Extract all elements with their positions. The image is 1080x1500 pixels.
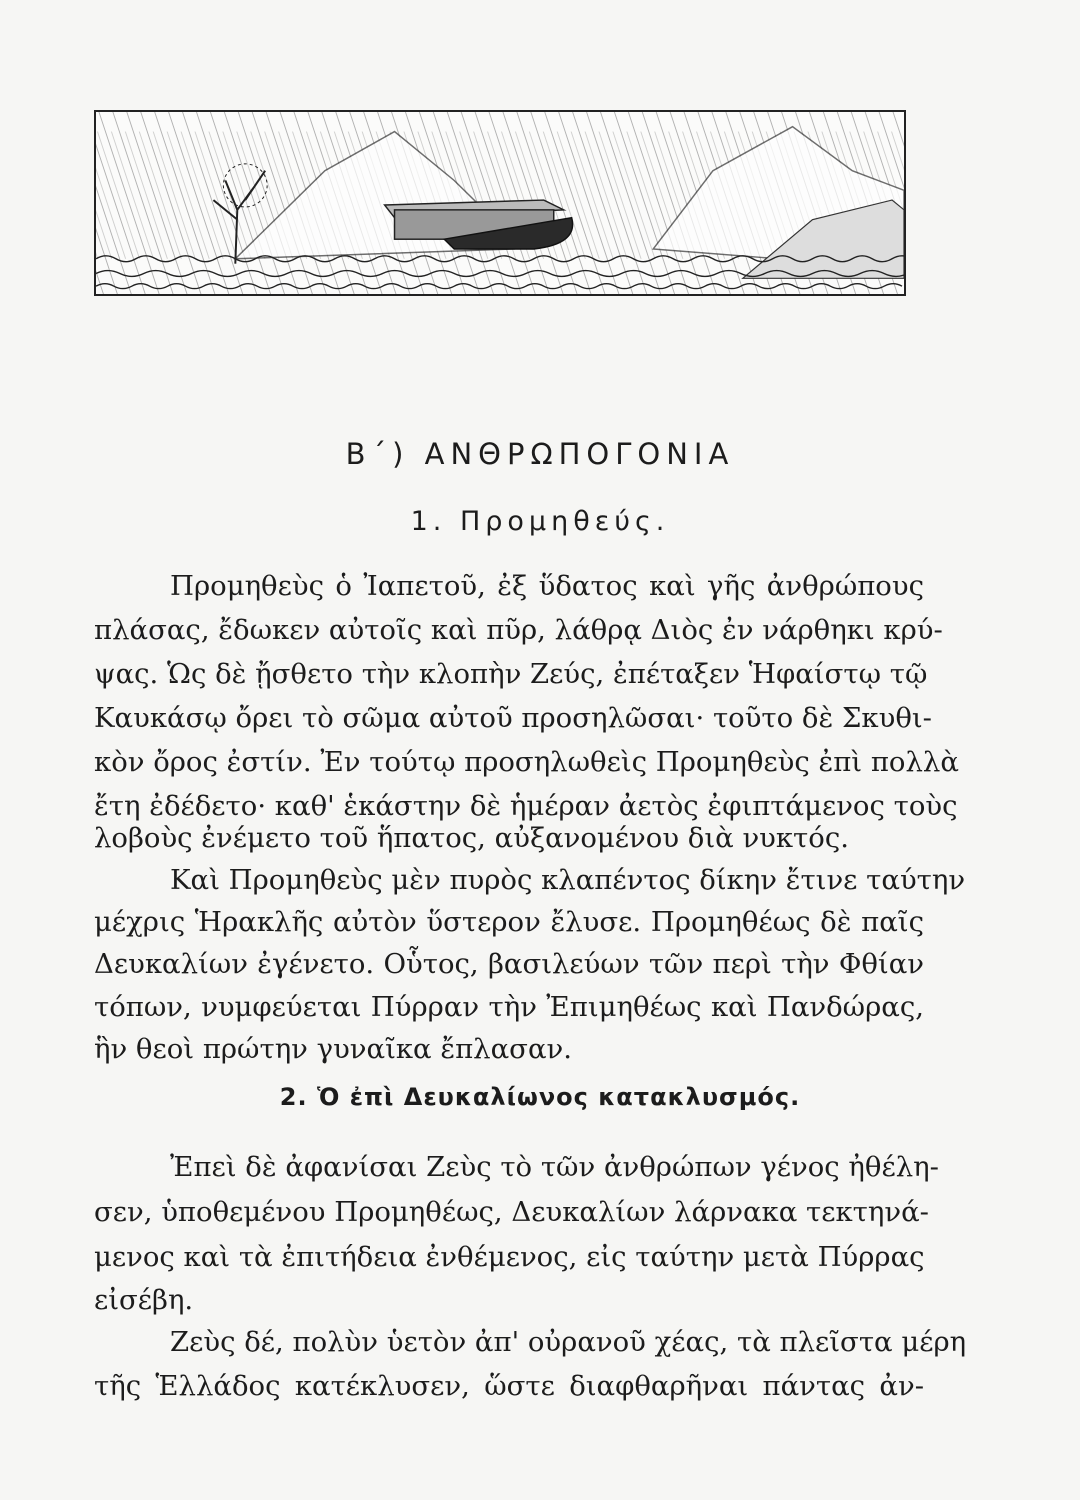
part-title: Β΄) ΑΝΘΡΩΠΟΓΟΝΙΑ (345, 437, 735, 471)
section-title: 1. Προμηθεύς. (410, 506, 670, 537)
text-line: Ἐπεὶ δὲ ἀφανίσαι Ζεὺς τὸ τῶν ἀνθρώπων γένος ἠθέλη- (170, 1151, 939, 1183)
text-line: σεν, ὑποθεμένου Προμηθέως, Δευκαλίων λάρνακα τεκτηνά- (94, 1196, 929, 1228)
text-line: Καὶ Προμηθεὺς μὲν πυρὸς κλαπέντος δίκην ἔτινε ταύτην (170, 864, 966, 896)
text-line: Καυκάσῳ ὄρει τὸ σῶμα αὐτοῦ προσηλῶσαι· τοῦτο δὲ Σκυθι- (94, 702, 932, 734)
text-line: πλάσας, ἔδωκεν αὐτοῖς καὶ πῦρ, λάθρᾳ Διὸς ἐν νάρθηκι κρύ- (94, 614, 943, 646)
text-line: τόπων, νυμφεύεται Πύρραν τὴν Ἐπιμηθέως καὶ Πανδώρας, (94, 991, 924, 1023)
text-line: λοβοὺς ἐνέμετο τοῦ ἥπατος, αὐξανομένου διὰ νυκτός. (94, 822, 849, 854)
text-line: ἣν θεοὶ πρώτην γυναῖκα ἔπλασαν. (94, 1033, 572, 1065)
text-line: Ζεὺς δέ, πολὺν ὑετὸν ἀπ' οὐρανοῦ χέας, τὰ πλεῖστα μέρη (170, 1326, 967, 1358)
text-line: κὸν ὄρος ἐστίν. Ἐν τούτῳ προσηλωθεὶς Προμηθεὺς ἐπὶ πολλὰ (94, 746, 959, 778)
text-line: ψας. Ὡς δὲ ᾔσθετο τὴν κλοπὴν Ζεύς, ἐπέταξεν Ἡφαίστῳ τῷ (94, 658, 928, 690)
text-line: μέχρις Ἡρακλῆς αὐτὸν ὕστερον ἔλυσε. Προμηθέως δὲ παῖς (94, 906, 924, 938)
text-line: μενος καὶ τὰ ἐπιτήδεια ἐνθέμενος, εἰς ταύτην μετὰ Πύρρας (94, 1241, 925, 1273)
text-line: ἔτη ἐδέδετο· καθ' ἑκάστην δὲ ἡμέραν ἀετὸς ἐφιπτάμενος τοὺς (94, 790, 958, 822)
text-line: εἰσέβη. (94, 1284, 194, 1316)
flood-illustration (94, 110, 906, 296)
text-line: Δευκαλίων ἐγένετο. Οὗτος, βασιλεύων τῶν περὶ τὴν Φθίαν (94, 948, 924, 980)
section-title: 2. Ὁ ἐπὶ Δευκαλίωνος κατακλυσμός. (279, 1083, 801, 1111)
text-line: τῆς Ἑλλάδος κατέκλυσεν, ὥστε διαφθαρῆναι πάντας ἀν- (94, 1370, 924, 1402)
text-line: Προμηθεὺς ὁ Ἰαπετοῦ, ἐξ ὕδατος καὶ γῆς ἀνθρώπους (170, 570, 924, 602)
